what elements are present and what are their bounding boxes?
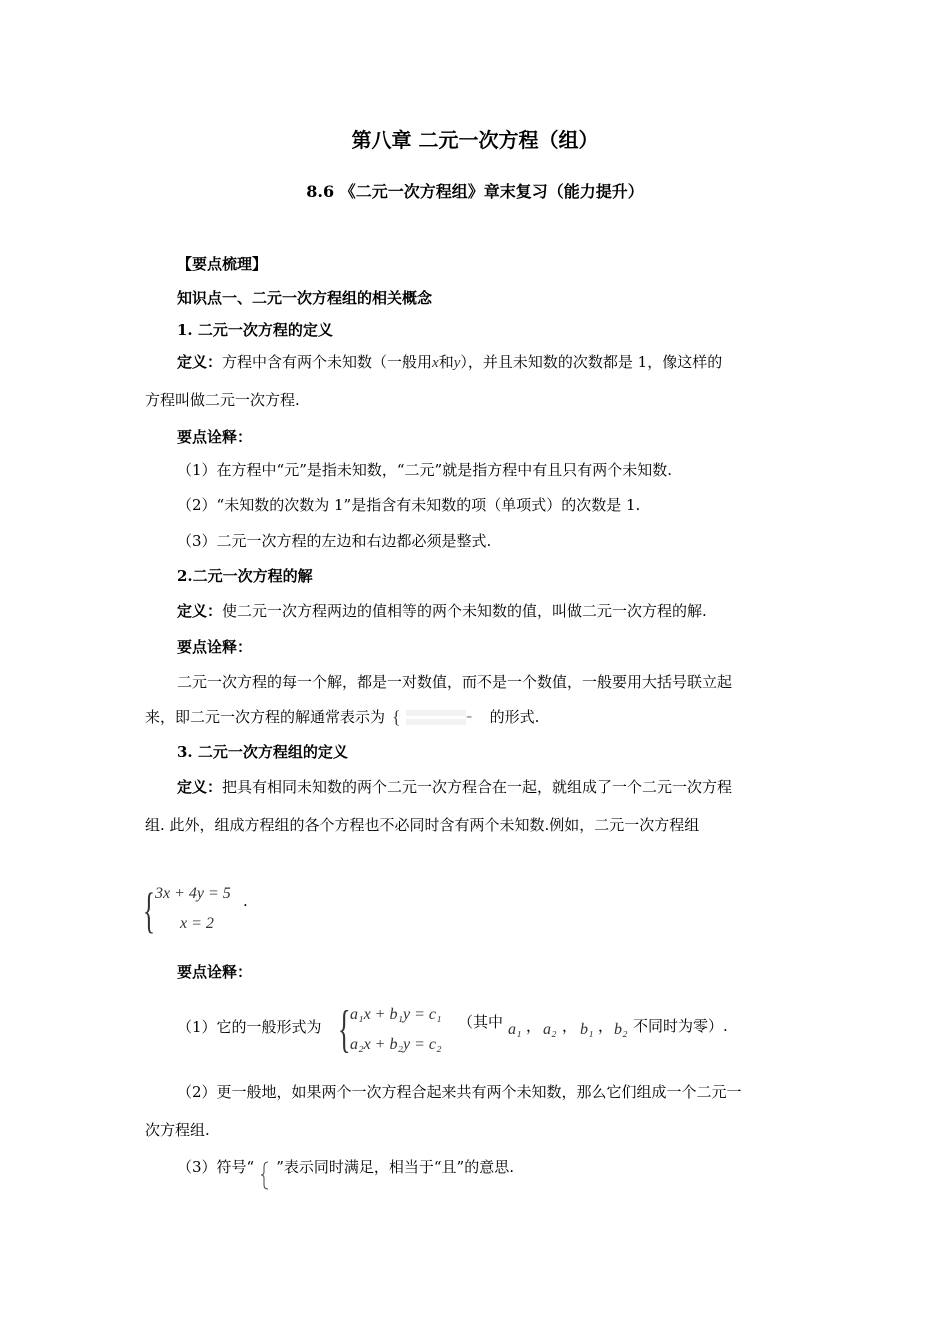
general-eq-2: a₂x + b₂y = c₂ [350,1036,442,1053]
var-x: x [432,355,439,371]
general-form-brace: { [338,1001,351,1058]
s1-note-2: （2）“未知数的次数为 1”是指含有未知数的项（单项式）的次数是 1. [177,496,641,514]
s3-heading: 3. 二元一次方程组的定义 [177,743,348,761]
example-eq-1: 3x + 4y = 5 [155,885,231,902]
var-y: y [453,355,461,371]
s2-def-text: 使二元一次方程两边的值相等的两个未知数的值，叫做二元一次方程的解. [222,602,707,620]
page-title: 第八章 二元一次方程（组） [351,128,599,152]
s2-line2-b: 的形式. [489,708,540,726]
example-period: . [243,892,248,910]
s2-notes-line1: 二元一次方程的每一个解，都是一对数值，而不是一个数值，一般要用大括号联立起 [177,673,733,691]
s2-def-label: 定义： [177,602,223,620]
s3-note2-line1: （2）更一般地，如果两个一次方程合起来共有两个未知数，那么它们组成一个二元一 [177,1083,742,1101]
example-eq-2: x = 2 [180,915,214,932]
s3-note1-b: （其中 [458,1013,504,1031]
sep-3: ， [598,1017,614,1035]
s3-note1-a: （1）它的一般形式为 [177,1018,322,1036]
s3-note1-c: 不同时为零）. [633,1017,728,1035]
s1-note-3: （3）二元一次方程的左边和右边都必须是整式. [177,532,492,550]
s3-def-label: 定义： [177,778,223,796]
s2-notes-line2 [145,707,539,727]
s3-note2-line2: 次方程组. [145,1121,210,1139]
sep-2: ， [562,1017,578,1035]
s2-definition [177,601,707,621]
svg-text:{: { [391,707,401,727]
s3-note3-b: ”表示同时满足，相当于“且”的意思. [276,1158,514,1176]
brace-symbol-icon [254,1159,276,1191]
s3-note3-a: （3）符号“ [177,1158,255,1176]
general-eq-1: a₁x + b₁y = c₁ [350,1006,442,1023]
coef-a1: a₁ [508,1021,522,1038]
s3-notes-label: 要点诠释： [177,963,253,981]
coef-a2: a₂ [543,1021,557,1038]
s1-def-label: 定义： [177,353,223,371]
page-subtitle: 8.6 《二元一次方程组》章末复习（能力提升） [306,182,644,201]
s1-def-text-a: 方程中含有两个未知数（一般用 [222,353,433,371]
s3-def-text: 把具有相同未知数的两个二元一次方程合在一起，就组成了一个二元一次方程 [222,778,733,796]
s3-definition-line2: 组. 此外，组成方程组的各个方程也不必同时含有两个未知数.例如，二元一次方程组 [145,816,700,834]
section-heading: 【要点梳理】 [177,255,268,273]
sep-1: ， [526,1017,542,1035]
svg-text:⁼: ⁼ [465,712,473,726]
s3-note3 [177,1157,514,1177]
s1-heading: 1. 二元一次方程的定义 [177,321,333,339]
word-he: 和 [438,353,454,371]
s1-def-text-b: ），并且未知数的次数都是 1，像这样的 [460,353,723,371]
s1-definition-line2: 方程叫做二元一次方程. [145,391,300,409]
s1-definition-line1 [177,352,722,373]
knowledge-point-1: 知识点一、二元一次方程组的相关概念 [177,289,433,307]
coef-b1: b₁ [580,1021,594,1038]
solution-form-placeholder [390,707,485,727]
s3-definition-line1 [177,777,732,797]
brace-symbol [254,1157,276,1177]
solution-brace-graphic [390,707,485,727]
coef-b2: b₂ [614,1021,628,1038]
s1-notes-label: 要点诠释： [177,428,253,446]
example-brace: { [143,882,155,938]
s2-line2-a: 来，即二元一次方程的解通常表示为 [145,708,386,726]
s2-heading: 2.二元一次方程的解 [177,567,313,585]
s2-notes-label: 要点诠释： [177,638,253,656]
s1-note-1: （1）在方程中“元”是指未知数，“二元”就是指方程中有且只有两个未知数. [177,461,672,479]
